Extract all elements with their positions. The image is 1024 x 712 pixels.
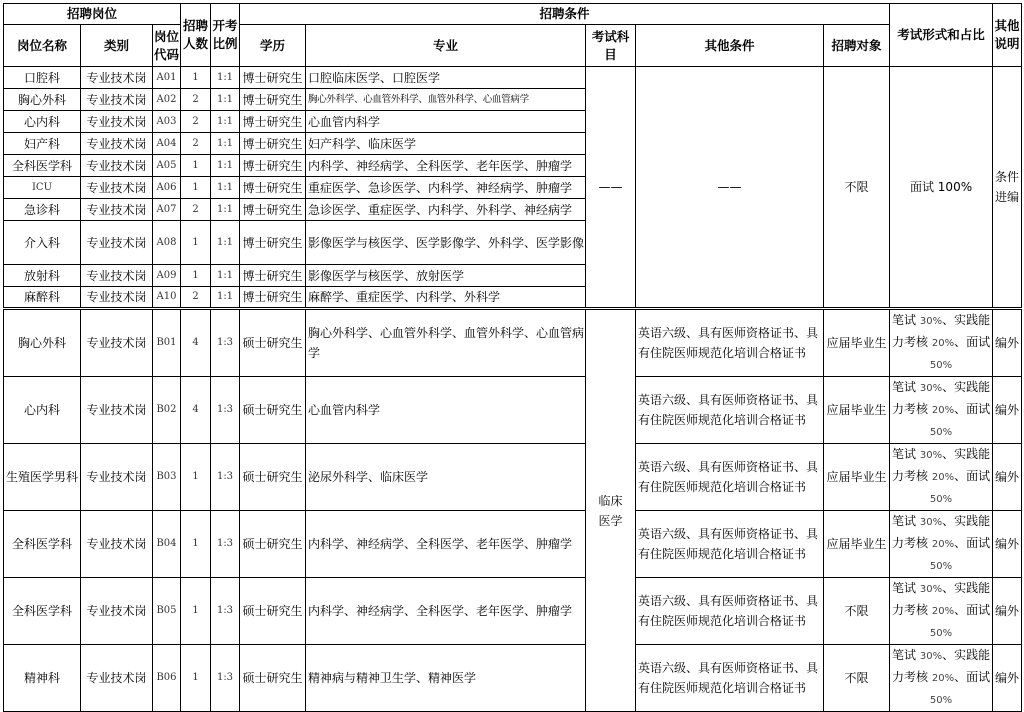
table-row <box>4 578 1022 645</box>
major: 影像医学与核医学、医学影像学、外科学、医学影像 <box>306 221 586 265</box>
position-name: 口腔科 <box>4 67 81 89</box>
education: 博士研究生 <box>240 287 306 309</box>
header-major: 专业 <box>306 25 586 67</box>
hire-count: 1 <box>181 265 211 287</box>
recruit-target: 不限 <box>824 578 890 645</box>
exam-ratio: 1:1 <box>211 221 240 265</box>
exam-form: 笔试 30%、实践能力考核 20%、面试 50% <box>890 511 993 578</box>
position-code: B01 <box>153 309 181 377</box>
position-code: B06 <box>153 645 181 712</box>
category: 专业技术岗 <box>81 133 153 155</box>
header-education: 学历 <box>240 25 306 67</box>
section-b <box>4 309 1022 712</box>
recruit-target: 应届毕业生 <box>824 309 890 377</box>
major: 内科学、神经病学、全科医学、老年医学、肿瘤学 <box>306 155 586 177</box>
education: 硕士研究生 <box>240 309 306 377</box>
exam-ratio: 1:1 <box>211 133 240 155</box>
table-row <box>4 645 1022 712</box>
category: 专业技术岗 <box>81 578 153 645</box>
hire-count: 1 <box>181 578 211 645</box>
category: 专业技术岗 <box>81 111 153 133</box>
education: 博士研究生 <box>240 265 306 287</box>
position-name: 介入科 <box>4 221 81 265</box>
position-code: A01 <box>153 67 181 89</box>
position-code: A06 <box>153 177 181 199</box>
position-name: 胸心外科 <box>4 309 81 377</box>
position-code: B04 <box>153 511 181 578</box>
category: 专业技术岗 <box>81 511 153 578</box>
table-row <box>4 67 1022 89</box>
header-ratio: 开考比例 <box>211 4 240 67</box>
major: 心血管内科学 <box>306 111 586 133</box>
education: 博士研究生 <box>240 133 306 155</box>
header-code: 岗位代码 <box>153 25 181 67</box>
header-remarks: 其他说明 <box>993 4 1022 67</box>
position-name: 生殖医学男科 <box>4 444 81 511</box>
position-code: B05 <box>153 578 181 645</box>
major: 内科学、神经病学、全科医学、老年医学、肿瘤学 <box>306 511 586 578</box>
exam-ratio: 1:3 <box>211 511 240 578</box>
remarks: 编外 <box>993 645 1022 712</box>
other-conditions: 英语六级、具有医师资格证书、具有住院医师规范化培训合格证书 <box>636 578 824 645</box>
major: 内科学、神经病学、全科医学、老年医学、肿瘤学 <box>306 578 586 645</box>
other-conditions: 英语六级、具有医师资格证书、具有住院医师规范化培训合格证书 <box>636 444 824 511</box>
position-code: A03 <box>153 111 181 133</box>
category: 专业技术岗 <box>81 645 153 712</box>
exam-subject: —— <box>586 67 636 309</box>
header-target: 招聘对象 <box>824 25 890 67</box>
section-a <box>4 67 1022 309</box>
position-name: 全科医学科 <box>4 155 81 177</box>
major: 妇产科学、临床医学 <box>306 133 586 155</box>
header-group-position: 招聘岗位 <box>4 4 181 25</box>
exam-ratio: 1:3 <box>211 578 240 645</box>
remarks: 编外 <box>993 309 1022 377</box>
position-name: 心内科 <box>4 111 81 133</box>
header-exam-form: 考试形式和占比 <box>890 4 993 67</box>
header-position-name: 岗位名称 <box>4 25 81 67</box>
major: 胸心外科学、心血管外科学、血管外科学、心血管病学 <box>306 89 586 111</box>
position-name: 全科医学科 <box>4 578 81 645</box>
recruit-target: 应届毕业生 <box>824 511 890 578</box>
table-row <box>4 511 1022 578</box>
hire-count: 4 <box>181 377 211 444</box>
header-category: 类别 <box>81 25 153 67</box>
exam-ratio: 1:1 <box>211 111 240 133</box>
category: 专业技术岗 <box>81 265 153 287</box>
major: 精神病与精神卫生学、精神医学 <box>306 645 586 712</box>
remarks: 编外 <box>993 578 1022 645</box>
education: 博士研究生 <box>240 199 306 221</box>
major: 胸心外科学、心血管外科学、血管外科学、心血管病学 <box>306 309 586 377</box>
category: 专业技术岗 <box>81 287 153 309</box>
category: 专业技术岗 <box>81 89 153 111</box>
hire-count: 2 <box>181 89 211 111</box>
category: 专业技术岗 <box>81 199 153 221</box>
exam-ratio: 1:1 <box>211 199 240 221</box>
position-name: 放射科 <box>4 265 81 287</box>
hire-count: 1 <box>181 511 211 578</box>
major: 重症医学、急诊医学、内科学、神经病学、肿瘤学 <box>306 177 586 199</box>
position-code: B03 <box>153 444 181 511</box>
position-name: 胸心外科 <box>4 89 81 111</box>
education: 博士研究生 <box>240 221 306 265</box>
position-name: 精神科 <box>4 645 81 712</box>
position-code: B02 <box>153 377 181 444</box>
recruit-target: 不限 <box>824 67 890 309</box>
education: 硕士研究生 <box>240 511 306 578</box>
education: 博士研究生 <box>240 89 306 111</box>
exam-ratio: 1:1 <box>211 265 240 287</box>
exam-ratio: 1:1 <box>211 155 240 177</box>
exam-ratio: 1:1 <box>211 67 240 89</box>
hire-count: 2 <box>181 199 211 221</box>
table-row <box>4 309 1022 377</box>
education: 硕士研究生 <box>240 444 306 511</box>
position-code: A09 <box>153 265 181 287</box>
category: 专业技术岗 <box>81 221 153 265</box>
other-conditions: 英语六级、具有医师资格证书、具有住院医师规范化培训合格证书 <box>636 645 824 712</box>
exam-ratio: 1:1 <box>211 177 240 199</box>
recruit-target: 不限 <box>824 645 890 712</box>
table-row <box>4 444 1022 511</box>
education: 博士研究生 <box>240 111 306 133</box>
other-conditions: 英语六级、具有医师资格证书、具有住院医师规范化培训合格证书 <box>636 309 824 377</box>
education: 博士研究生 <box>240 67 306 89</box>
exam-ratio: 1:3 <box>211 444 240 511</box>
position-name: 妇产科 <box>4 133 81 155</box>
header-count: 招聘人数 <box>181 4 211 67</box>
recruit-target: 应届毕业生 <box>824 377 890 444</box>
major: 麻醉学、重症医学、内科学、外科学 <box>306 287 586 309</box>
remarks: 条件进编 <box>993 67 1022 309</box>
position-code: A10 <box>153 287 181 309</box>
table-row <box>4 377 1022 444</box>
education: 硕士研究生 <box>240 578 306 645</box>
other-conditions: 英语六级、具有医师资格证书、具有住院医师规范化培训合格证书 <box>636 511 824 578</box>
position-code: A08 <box>153 221 181 265</box>
category: 专业技术岗 <box>81 377 153 444</box>
hire-count: 4 <box>181 309 211 377</box>
category: 专业技术岗 <box>81 177 153 199</box>
hire-count: 2 <box>181 287 211 309</box>
position-name: 急诊科 <box>4 199 81 221</box>
position-code: A04 <box>153 133 181 155</box>
education: 博士研究生 <box>240 155 306 177</box>
education: 博士研究生 <box>240 177 306 199</box>
exam-form: 笔试 30%、实践能力考核 20%、面试 50% <box>890 377 993 444</box>
exam-form: 面试 100% <box>890 67 993 309</box>
hire-count: 1 <box>181 444 211 511</box>
major: 急诊医学、重症医学、内科学、外科学、神经病学 <box>306 199 586 221</box>
recruitment-table <box>3 3 1022 712</box>
major: 泌尿外科学、临床医学 <box>306 444 586 511</box>
recruit-target: 应届毕业生 <box>824 444 890 511</box>
exam-form: 笔试 30%、实践能力考核 20%、面试 50% <box>890 309 993 377</box>
category: 专业技术岗 <box>81 309 153 377</box>
position-name: ICU <box>4 177 81 199</box>
exam-ratio: 1:3 <box>211 645 240 712</box>
exam-ratio: 1:3 <box>211 309 240 377</box>
hire-count: 1 <box>181 645 211 712</box>
position-code: A05 <box>153 155 181 177</box>
remarks: 编外 <box>993 511 1022 578</box>
major: 影像医学与核医学、放射医学 <box>306 265 586 287</box>
position-name: 麻醉科 <box>4 287 81 309</box>
exam-ratio: 1:1 <box>211 89 240 111</box>
hire-count: 1 <box>181 155 211 177</box>
education: 硕士研究生 <box>240 377 306 444</box>
hire-count: 2 <box>181 133 211 155</box>
remarks: 编外 <box>993 444 1022 511</box>
header-other-conditions: 其他条件 <box>636 25 824 67</box>
hire-count: 1 <box>181 177 211 199</box>
education: 硕士研究生 <box>240 645 306 712</box>
other-conditions: 英语六级、具有医师资格证书、具有住院医师规范化培训合格证书 <box>636 377 824 444</box>
hire-count: 1 <box>181 221 211 265</box>
major: 心血管内科学 <box>306 377 586 444</box>
exam-ratio: 1:3 <box>211 377 240 444</box>
hire-count: 1 <box>181 67 211 89</box>
position-code: A02 <box>153 89 181 111</box>
header-group-conditions: 招聘条件 <box>240 4 890 25</box>
category: 专业技术岗 <box>81 444 153 511</box>
remarks: 编外 <box>993 377 1022 444</box>
table-header <box>4 4 1022 67</box>
hire-count: 2 <box>181 111 211 133</box>
exam-form: 笔试 30%、实践能力考核 20%、面试 50% <box>890 645 993 712</box>
category: 专业技术岗 <box>81 67 153 89</box>
major: 口腔临床医学、口腔医学 <box>306 67 586 89</box>
other-conditions: —— <box>636 67 824 309</box>
header-exam-subject: 考试科目 <box>586 25 636 67</box>
position-code: A07 <box>153 199 181 221</box>
exam-form: 笔试 30%、实践能力考核 20%、面试 50% <box>890 578 993 645</box>
category: 专业技术岗 <box>81 155 153 177</box>
exam-form: 笔试 30%、实践能力考核 20%、面试 50% <box>890 444 993 511</box>
exam-subject: 临床医学 <box>586 309 636 712</box>
exam-ratio: 1:1 <box>211 287 240 309</box>
position-name: 全科医学科 <box>4 511 81 578</box>
position-name: 心内科 <box>4 377 81 444</box>
